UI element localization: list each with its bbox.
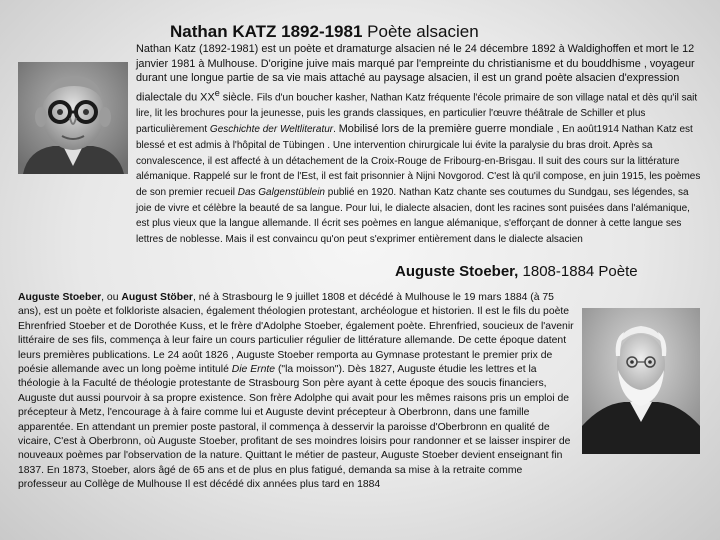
katz-bio-collection-title: Das Galgenstüblein	[237, 186, 325, 198]
katz-portrait-drawing	[18, 62, 128, 174]
stoeber-title	[395, 263, 638, 280]
katz-title	[170, 22, 479, 42]
stoeber-title-rest: 1808-1884 Poète	[518, 263, 638, 280]
stoeber-bio-text-3: ("la moisson"). Dès 1827, Auguste étudie les lettres et la théologie à la Faculté de théologie protestante de Strasbourg Son père ayant à cette époque des soucis financiers, Auguste dut aussi pourvoir à sa propre existence. Son frère Adolphe qui avait pour les mêmes raisons pris un emploi de précepteur à Metz, l'encourage à à faire comme lui et Auguste devint précepteur à Oberbronn, dans une famille apparentée. En attendant un premier poste pastoral, il commença à desservir la paroisse d'Oberbronn en qualité de vicaire, C'est à Oberbronn, où Auguste Stoeber, profitant de ses moindres loisirs pour randonner et se laisser inspirer de nouveaux poèmes par l'observation de la nature. Quittant le métier de pasteur, Auguste Stoeber devient enseignant fin 1837. En 1873, Stoeber, alors âgé de 65 ans et de plus en plus fatigué, demanda sa mise à la retraite comme professeur au Collège de Mulhouse Il est décédé dix années plus tard en 1884	[18, 364, 571, 491]
stoeber-portrait	[582, 308, 700, 454]
stoeber-poem-title: Die Ernte	[231, 364, 276, 376]
katz-bio-war: Mobilisé lors de la première guerre mondiale	[338, 123, 557, 136]
katz-biography	[136, 42, 706, 248]
katz-bio-intro: Nathan Katz (1892-1981) est un poète et dramaturge alsacien né le 24 décembre 1892 à Waldighoffen et mort le 12 janvier 1981 à Mulhouse. D'origine juive mais marqué par l'empreinte du christianisme et du bouddhisme , voyageur durant une longue partie de sa vie mais attaché au paysage alsacien, il est un grand poète alsacien d'expression dialectale du XX	[136, 43, 695, 104]
katz-title-name: Nathan KATZ 1892-1981	[170, 22, 363, 41]
stoeber-bio-text-2: , né à Strasbourg le 9 juillet 1808 et décédé à Mulhouse le 19 mars 1884 (à 75 ans), est un poète et folkloriste alsacien, également théologien protestant, archéologue et historien. Il est le fils du poète Ehrenfried Stoeber et de Dorothée Kuss, et le frère d'Adolphe Stoeber, également poète. Ehrenfried, soucieux de l'avenir littéraire de ses fils, commença à leur faire un cours particulier régulier de littérature allemande. De cette époque datent leurs premières publications. Le 24 août 1826 , Auguste Stoeber remporta au Gymnase protestant le premier prix de poésie allemande avec un long poème intitulé	[18, 292, 574, 376]
katz-bio-intro-end: siècle.	[219, 91, 257, 104]
katz-bio-childhood-end: .	[333, 124, 339, 136]
katz-bio-superscript: e	[214, 88, 220, 99]
katz-title-rest: Poète alsacien	[362, 22, 479, 41]
katz-bio-book-title: Geschichte der Weltliteratur	[209, 124, 334, 136]
katz-bio-poetry: publié en 1920. Nathan Katz chante ses coutumes du Sundgau, ses légendes, sa joie de vivre et célèbre la beauté de sa langue. Pour lui, le dialecte alsacien, dont les racines sont puisées dans l'alémanique, est plus vieux que la langue allemande. Il écrit ses poèmes en langue alémanique, s'efforçant de donner à cette langue ses lettres de noblesse. Mais il est convaincu qu'on peut s'exprimer entièrement dans le dialecte alsacien	[136, 186, 690, 246]
stoeber-name-bold: Auguste Stoeber	[18, 292, 102, 303]
stoeber-title-name: Auguste Stoeber,	[395, 263, 519, 280]
katz-portrait	[18, 62, 128, 174]
katz-bio-childhood: Fils d'un boucher kasher, Nathan Katz fréquente l'école primaire de son village natal et dès qu'il sait lire, lit les brochures pour la jeunesse, puis les grands classiques, en particulier l'œuvre théâtrale de Schiller et plus particulièrement	[136, 92, 698, 136]
stoeber-biography	[18, 291, 574, 493]
stoeber-german-name-bold: August Stöber	[121, 292, 193, 303]
stoeber-bio-text-1: , ou	[101, 292, 122, 303]
stoeber-portrait-drawing	[582, 308, 700, 454]
katz-bio-war-detail: , En août1914 Nathan Katz est blessé et est admis à l'hôpital de Tübingen . Une intervention chirurgicale lui évite la paralysie du bras droit. Après sa convalescence, il est affecté à un détachement de la Croix-Rouge de Fribourg-en-Brisgau. Il suit des cours sur la littérature alémanique. Rappelé sur le front de l'Est, il est fait prisonnier à Nijni Novgorod. C'est là qu'il compose, en juin 1915, les poèmes de son premier recueil	[136, 124, 701, 198]
